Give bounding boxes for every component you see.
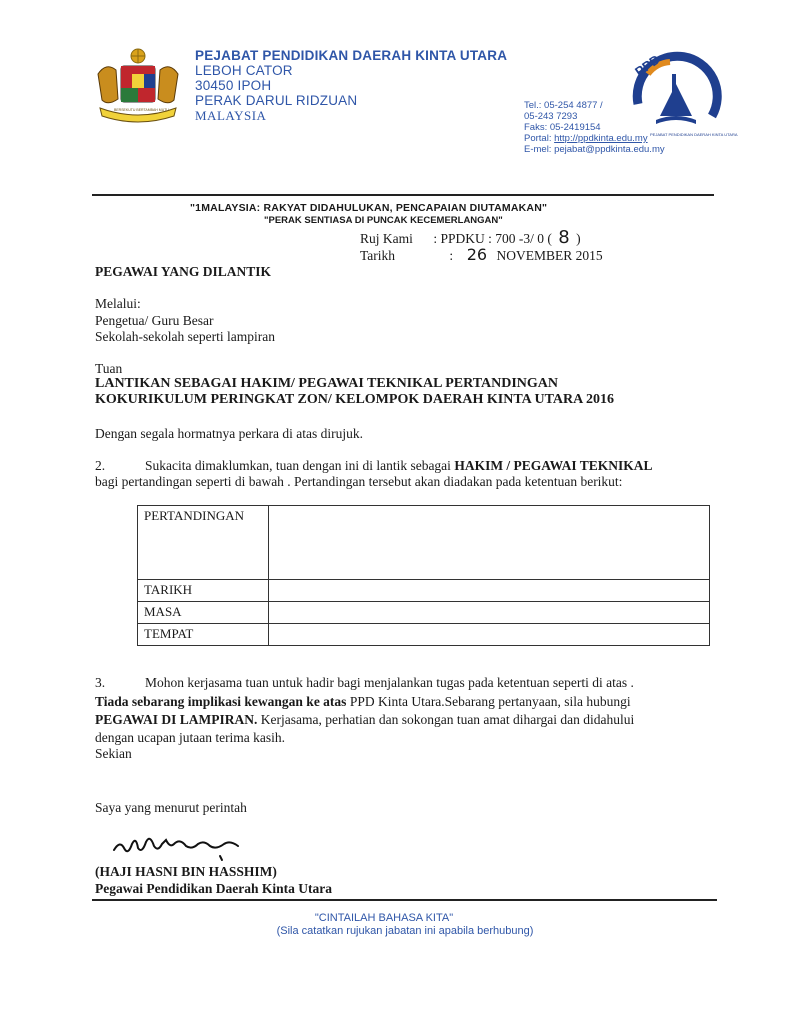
- signatory-name: (HAJI HASNI BIN HASSHIM): [95, 864, 277, 879]
- table-label-masa: MASA: [138, 602, 269, 624]
- tarikh-value: NOVEMBER 2015: [496, 248, 603, 263]
- paragraph-2-text-b: bagi pertandingan seperti di bawah . Pertandingan tersebut akan diadakan pada ketentuan berikut:: [95, 474, 623, 489]
- address-postcode-city: 30450 IPOH: [195, 78, 272, 93]
- tarikh-label: Tarikh: [360, 248, 396, 263]
- contact-tel-2: 05-243 7293: [524, 111, 578, 122]
- signatory-position: Pegawai Pendidikan Daerah Kinta Utara: [95, 881, 333, 896]
- ruj-label: Ruj Kami: [360, 231, 413, 246]
- tarikh-handwritten: 26: [466, 245, 488, 264]
- email-link[interactable]: pejabat@ppdkinta.edu.my: [554, 144, 665, 155]
- address-state: PERAK DARUL RIDZUAN: [195, 93, 358, 108]
- table-value-tempat: [269, 624, 710, 646]
- paragraph-1: Dengan segala hormatnya perkara di atas dirujuk.: [95, 426, 364, 441]
- ppd-logo-text: PPD: [632, 51, 663, 80]
- table-label-tarikh: TARIKH: [138, 580, 269, 602]
- slogan-1: "1MALAYSIA: RAKYAT DIDAHULUKAN, PENCAPAIAN DIUTAMAKAN": [190, 202, 548, 214]
- footer-divider: [92, 899, 717, 901]
- table-value-pertandingan: [269, 506, 710, 580]
- header-divider: [92, 194, 714, 196]
- paragraph-3-bold-1: Tiada sebarang implikasi kewangan ke atas: [95, 694, 347, 709]
- recipient-line-1: Pengetua/ Guru Besar: [95, 313, 214, 328]
- signature-intro: Saya yang menurut perintah: [95, 800, 247, 815]
- table-value-tarikh: [269, 580, 710, 602]
- contact-tel-1: Tel.: 05-254 4877 /: [524, 100, 603, 111]
- contact-email-label: E-mel:: [524, 144, 552, 155]
- signature-scribble: [112, 832, 242, 862]
- salutation: Tuan: [95, 361, 123, 376]
- contact-fax: Faks: 05-2419154: [524, 122, 601, 133]
- recipient-title: PEGAWAI YANG DILANTIK: [95, 264, 272, 279]
- ppd-logo-ring-text: PEJABAT PENDIDIKAN DAERAH KINTA UTARA: [650, 132, 738, 137]
- ruj-handwritten: 8: [558, 227, 570, 248]
- tarikh-colon: :: [449, 248, 454, 263]
- table-row: [138, 506, 710, 580]
- table-row: [138, 624, 710, 646]
- portal-link[interactable]: http://ppdkinta.edu.my: [554, 133, 648, 144]
- subject-line-1: LANTIKAN SEBAGAI HAKIM/ PEGAWAI TEKNIKAL PERTANDINGAN: [95, 376, 559, 391]
- recipient-line-2: Sekolah-sekolah seperti lampiran: [95, 329, 275, 344]
- contact-portal-label: Portal:: [524, 133, 552, 144]
- table-label-tempat: TEMPAT: [138, 624, 269, 646]
- paragraph-3-number: 3.: [95, 675, 106, 690]
- office-name: PEJABAT PENDIDIKAN DAERAH KINTA UTARA: [195, 48, 508, 63]
- subject-line-2: KOKURIKULUM PERINGKAT ZON/ KELOMPOK DAERAH KINTA UTARA 2016: [95, 392, 614, 407]
- table-label-pertandingan: PERTANDINGAN: [138, 506, 269, 580]
- paragraph-3-bold-2: PEGAWAI DI LAMPIRAN.: [95, 712, 258, 727]
- coat-of-arms-logo: [88, 44, 188, 124]
- coat-of-arms-motto: BERSEKUTU BERTAMBAH MUTU: [114, 108, 169, 112]
- paragraph-2-bold: HAKIM / PEGAWAI TEKNIKAL: [454, 458, 653, 473]
- table-row: [138, 580, 710, 602]
- address-street: LEBOH CATOR: [195, 63, 293, 78]
- footer-note: (Sila catatkan rujukan jabatan ini apabila berhubung): [276, 925, 534, 937]
- competition-info-table: [137, 505, 710, 646]
- paragraph-3-line-4: dengan ucapan jutaan terima kasih.: [95, 730, 286, 745]
- footer-slogan: "CINTAILAH BAHASA KITA": [314, 912, 454, 924]
- address-country: MALAYSIA: [195, 108, 267, 123]
- closing-text: Sekian: [95, 746, 132, 761]
- paragraph-3-line-1: Mohon kerjasama tuan untuk hadir bagi menjalankan tugas pada ketentuan seperti di atas .: [145, 675, 634, 690]
- paragraph-3-text-1: PPD Kinta Utara.Sebarang pertanyaan, sila hubungi: [346, 694, 631, 709]
- table-row: [138, 602, 710, 624]
- paragraph-2-text-a: Sukacita dimaklumkan, tuan dengan ini di lantik sebagai: [145, 458, 455, 473]
- slogan-2: "PERAK SENTIASA DI PUNCAK KECEMERLANGAN": [264, 215, 503, 226]
- ruj-close: ): [576, 231, 581, 246]
- table-value-masa: [269, 602, 710, 624]
- recipient-via: Melalui:: [95, 296, 141, 311]
- paragraph-2-number: 2.: [95, 458, 106, 473]
- ruj-value: : PPDKU : 700 -3/ 0 (: [433, 231, 552, 246]
- paragraph-3-text-2: Kerjasama, perhatian dan sokongan tuan amat dihargai dan didahului: [257, 712, 635, 727]
